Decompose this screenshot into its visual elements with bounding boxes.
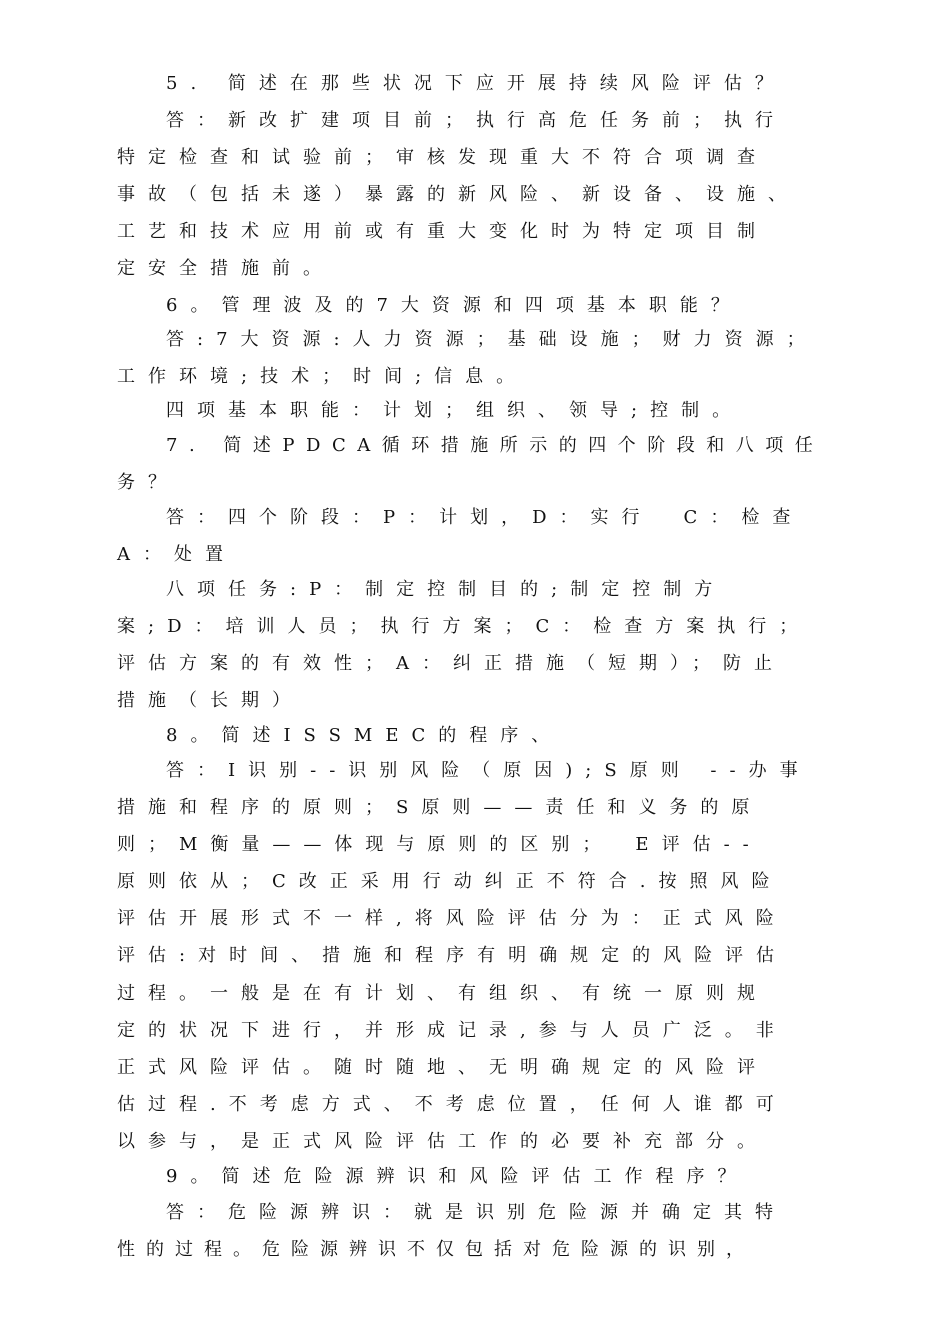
question-5-title: 5. 简述在那些状况下应开展持续风险评估？ <box>166 73 786 94</box>
answer-5-line-5: 定安全措施前。 <box>117 258 334 279</box>
answer-8-line-5: 评估开展形式不一样,将风险评估分为：正式风险 <box>117 908 787 929</box>
answer-8-line-4: 原则依从；C改正采用行动纠正不符合.按照风险 <box>117 871 783 892</box>
answer-7-stages: 答：四个阶段：P：计划，D：实行 C：检查 <box>166 507 804 528</box>
answer-6-line-1: 答:7大资源:人力资源；基础设施；财力资源； <box>166 329 818 350</box>
answer-8-line-11: 以参与，是正式风险评估工作的必要补充部分。 <box>117 1131 768 1152</box>
answer-7-tasks-line-4: 措施（长期） <box>117 690 303 711</box>
answer-8-line-1: 答：I识别--识别风险（原因);S原则 --办事 <box>166 760 811 781</box>
answer-7-tasks-line-2: 案;D：培训人员；执行方案；C：检查方案执行； <box>117 616 811 637</box>
answer-5-line-4: 工艺和技术应用前或有重大变化时为特定项目制 <box>117 221 768 242</box>
answer-7-stages-cont: A：处置 <box>117 544 236 565</box>
question-7-title-cont: 务？ <box>117 472 179 493</box>
answer-9-line-1: 答：危险源辨识：就是识别危险源并确定其特 <box>166 1202 786 1223</box>
answer-8-line-7: 过程。一般是在有计划、有组织、有统一原则规 <box>117 983 768 1004</box>
answer-7-tasks-line-3: 评估方案的有效性；A：纠正措施（短期）；防止 <box>117 653 785 674</box>
answer-8-line-10: 估过程.不考虑方式、不考虑位置，任何人谁都可 <box>117 1094 787 1115</box>
answer-7-tasks-line-1: 八项任务:P：制定控制目的;制定控制方 <box>166 579 726 600</box>
answer-8-line-8: 定的状况下进行，并形成记录,参与人员广泛。非 <box>117 1020 787 1041</box>
answer-6-line-2: 工作环境;技术；时间;信息。 <box>117 366 528 387</box>
answer-8-line-9: 正式风险评估。随时随地、无明确规定的风险评 <box>117 1057 768 1078</box>
answer-6-line-3: 四项基本职能：计划；组织、领导;控制。 <box>166 400 744 421</box>
answer-5-line-3: 事故（包括未遂）暴露的新风险、新设备、设施、 <box>117 184 799 205</box>
question-7-title: 7. 简述PDCA循环措施所示的四个阶段和八项任 <box>166 435 825 456</box>
question-9-title: 9。简述危险源辨识和风险评估工作程序？ <box>166 1166 749 1187</box>
question-6-title: 6。管理波及的7大资源和四项基本职能？ <box>166 295 742 316</box>
answer-8-line-6: 评估:对时间、措施和程序有明确规定的风险评估 <box>117 945 788 966</box>
question-8-title: 8。简述ISSMEC的程序、 <box>166 725 563 746</box>
answer-8-line-3: 则；M衡量——体现与原则的区别； E评估-- <box>117 834 762 855</box>
answer-5-line-2: 特定检查和试验前；审核发现重大不符合项调查 <box>117 147 768 168</box>
answer-9-line-2: 性的过程。危险源辨识不仅包括对危险源的识别， <box>117 1239 755 1260</box>
answer-8-line-2: 措施和程序的原则；S原则——责任和义务的原 <box>117 797 763 818</box>
answer-5-line-1: 答：新改扩建项目前；执行高危任务前；执行 <box>166 110 786 131</box>
